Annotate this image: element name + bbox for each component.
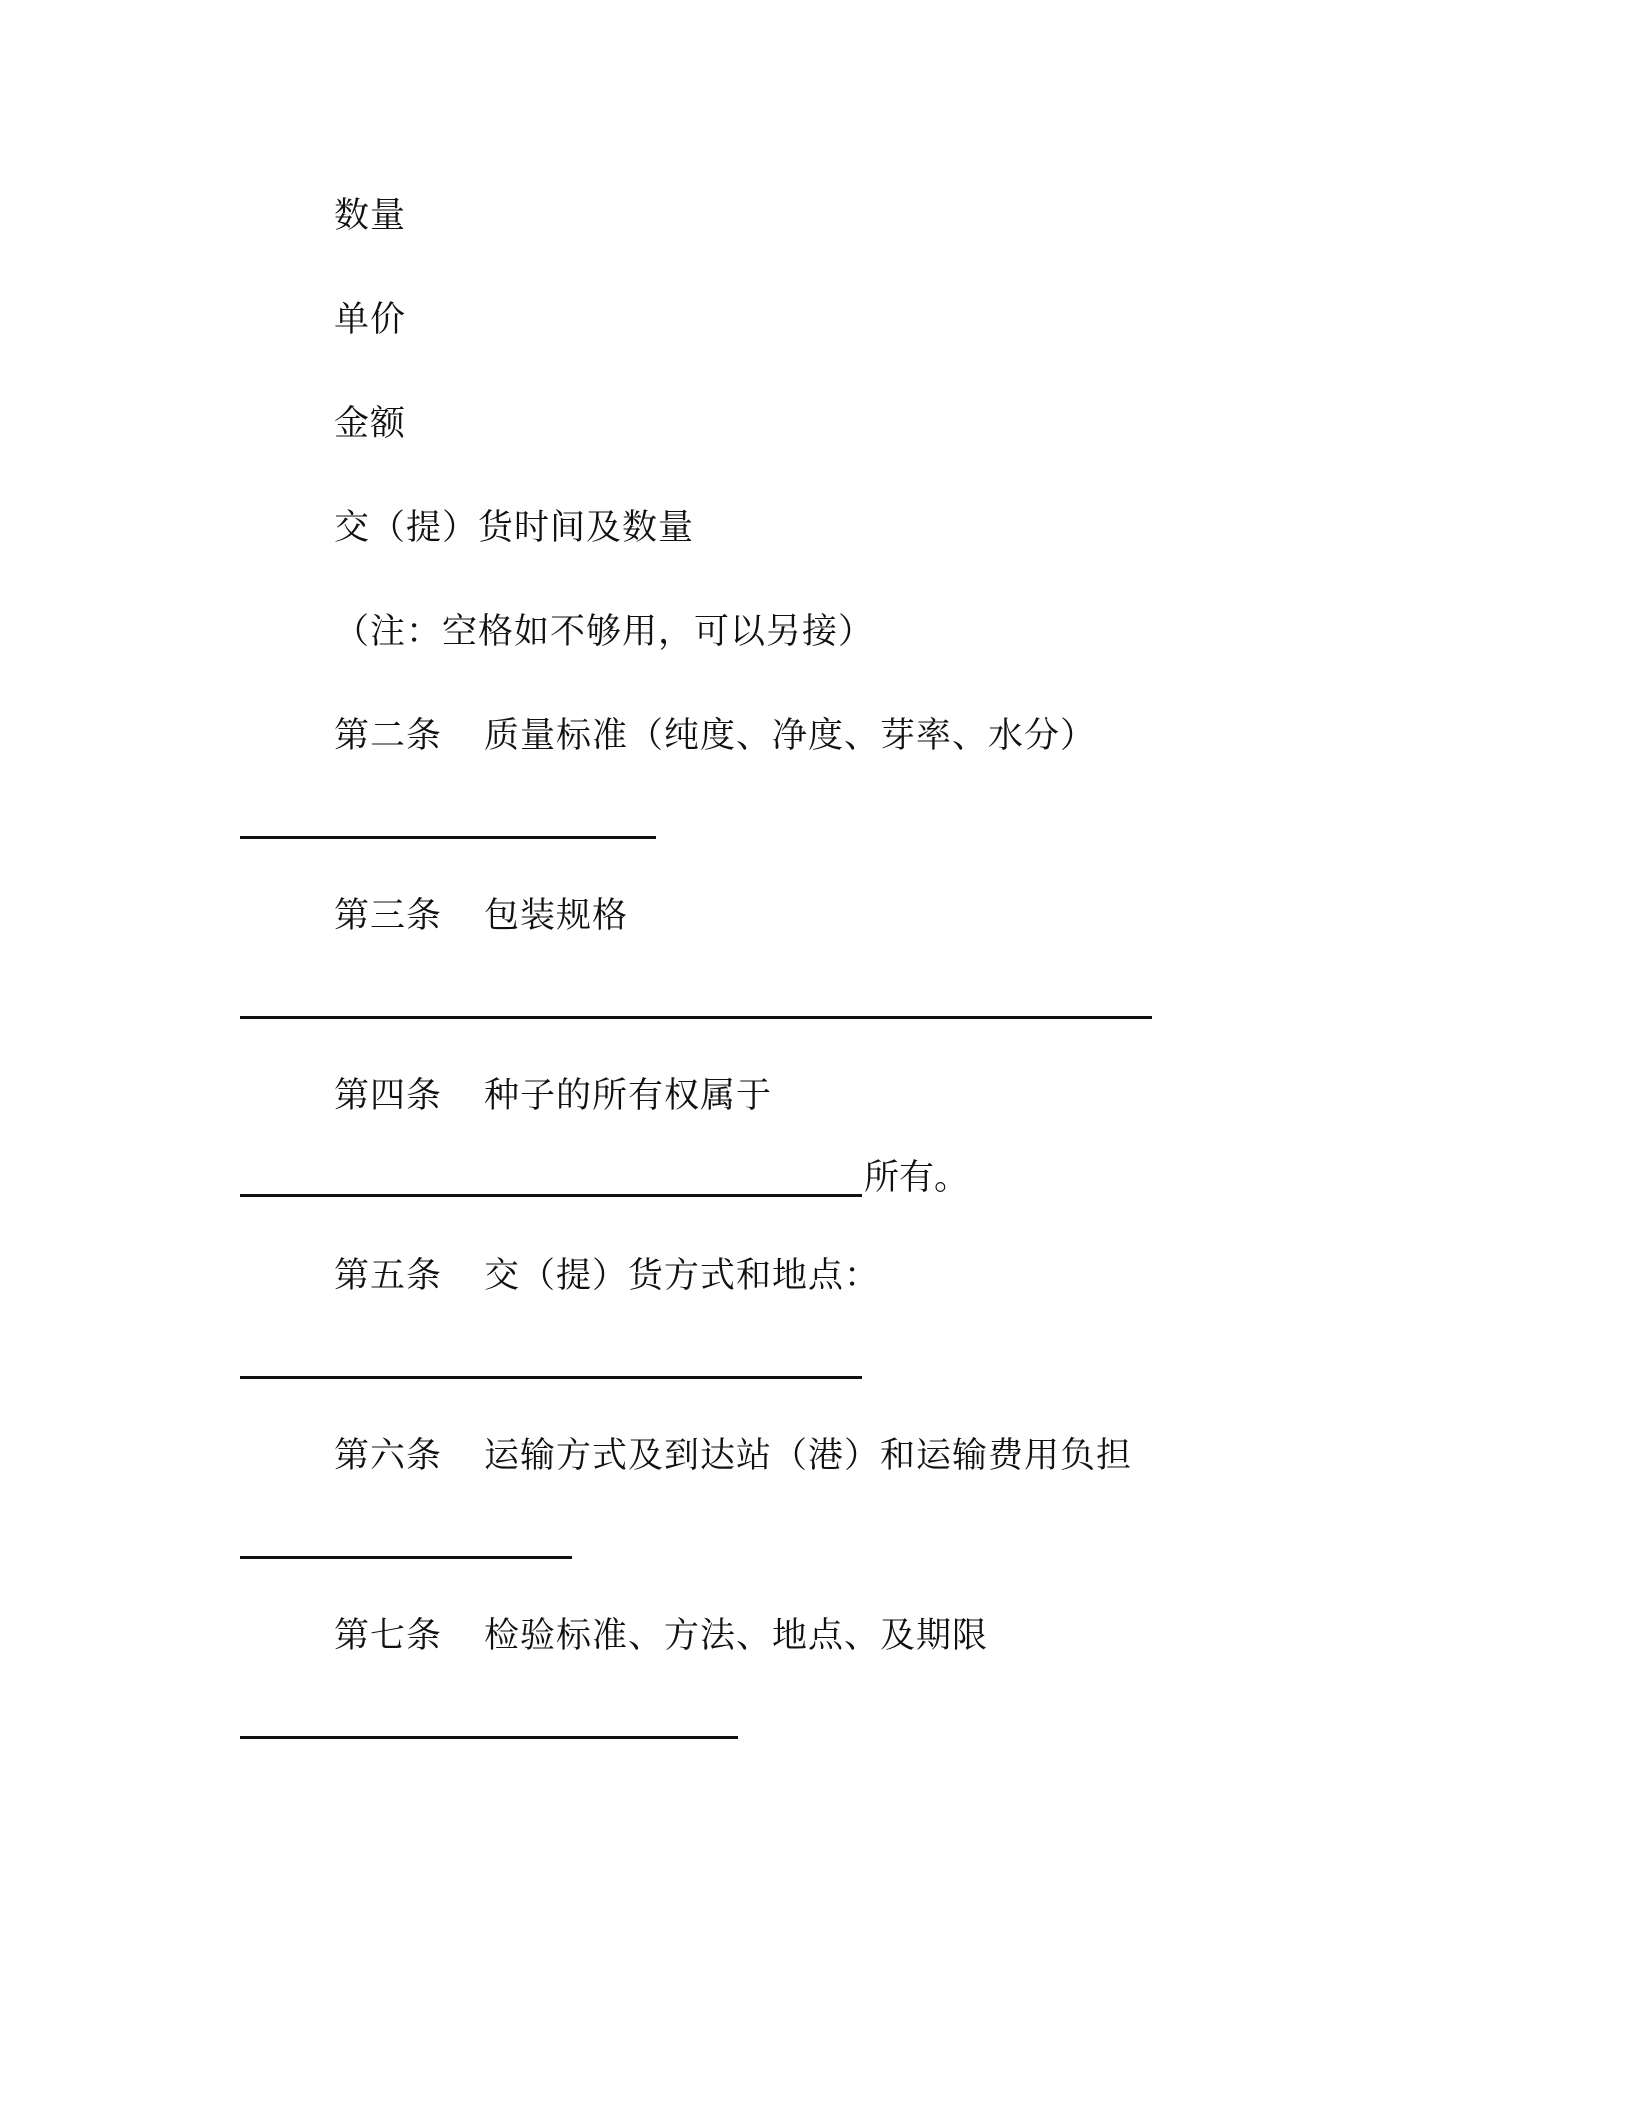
article-3-title: 包装规格 [484,896,629,936]
article-4-blank-line[interactable] [240,1194,862,1197]
article-2-title: 质量标准（纯度、净度、芽率、水分） [484,716,1097,756]
article-7-heading [334,1614,988,1658]
article-7-number: 第七条 [334,1616,443,1656]
article-2-heading [334,714,1096,758]
item-amount: 金额 [334,404,407,444]
article-3-number: 第三条 [334,896,443,936]
item-unit-price: 单价 [334,300,407,340]
note-text: （注：空格如不够用，可以另接） [334,612,875,652]
article-5-heading [334,1254,880,1298]
article-7-title: 检验标准、方法、地点、及期限 [484,1616,989,1656]
article-6-heading [334,1434,1132,1478]
item-delivery-time: 交（提）货时间及数量 [334,508,695,548]
article-4-suffix: 所有。 [864,1158,970,1198]
article-3-blank-line[interactable] [240,1016,1152,1019]
item-quantity: 数量 [334,196,407,236]
article-2-blank-line[interactable] [240,836,656,839]
article-3-heading [334,894,628,938]
article-5-title: 交（提）货方式和地点： [484,1256,881,1296]
article-6-blank-line[interactable] [240,1556,572,1559]
article-2-number: 第二条 [334,716,443,756]
article-5-number: 第五条 [334,1256,443,1296]
article-4-number: 第四条 [334,1076,443,1116]
article-5-blank-line[interactable] [240,1376,862,1379]
article-4-title: 种子的所有权属于 [484,1076,773,1116]
article-6-number: 第六条 [334,1436,443,1476]
article-7-blank-line[interactable] [240,1736,738,1739]
article-6-title: 运输方式及到达站（港）和运输费用负担 [484,1436,1133,1476]
article-4-heading [334,1074,772,1118]
